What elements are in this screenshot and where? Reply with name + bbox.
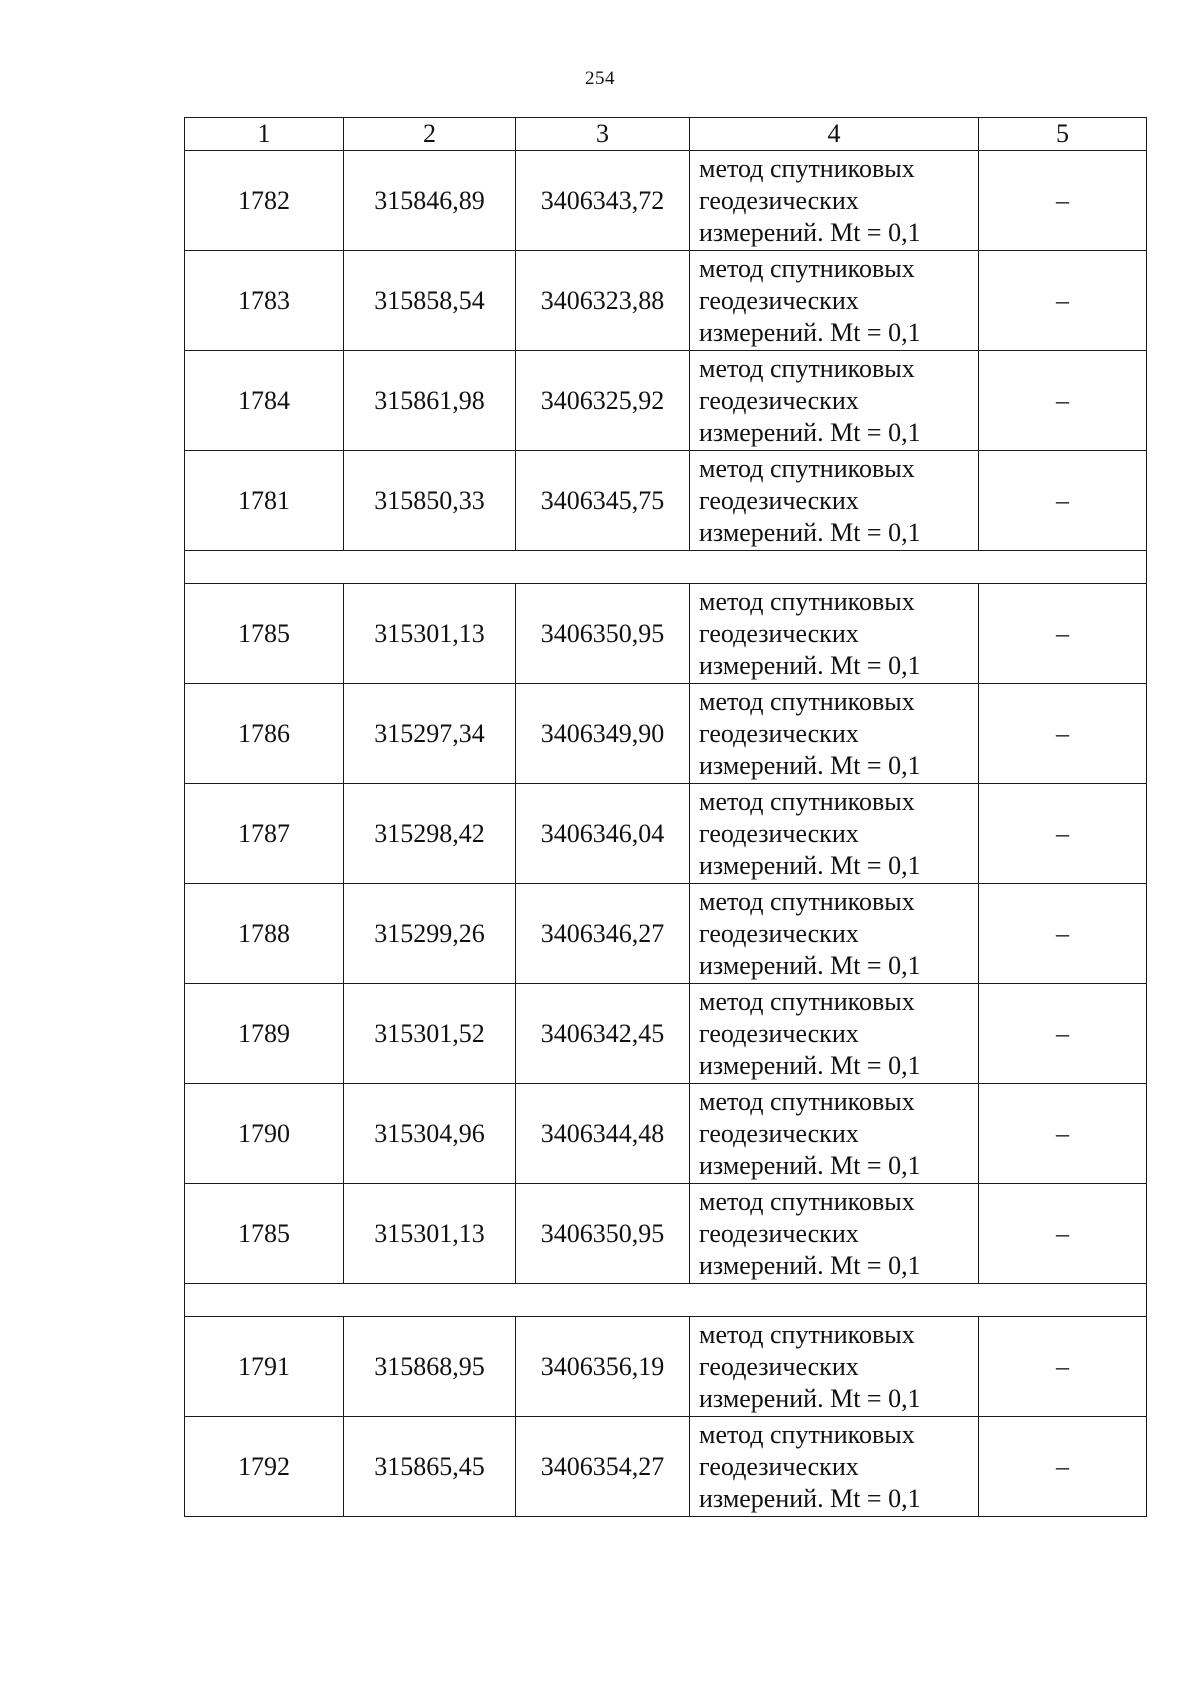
y-coordinate-cell: 3406350,95: [516, 584, 690, 684]
y-coordinate-cell: 3406342,45: [516, 984, 690, 1084]
method-text-line: метод спутниковых: [699, 1419, 915, 1449]
note-cell: –: [979, 1084, 1147, 1184]
x-coordinate-cell: 315861,98: [344, 351, 516, 451]
note-cell: –: [979, 884, 1147, 984]
x-coordinate-cell: 315868,95: [344, 1317, 516, 1417]
method-text-line: геодезических: [699, 1018, 859, 1048]
point-number-cell: 1782: [185, 151, 344, 251]
method-cell: [690, 584, 979, 684]
method-cell: [690, 684, 979, 784]
method-text-line: метод спутниковых: [699, 253, 915, 283]
method-text-line: геодезических: [699, 485, 859, 515]
method-text-line: метод спутниковых: [699, 886, 915, 916]
table-row: [185, 1184, 1147, 1284]
method-text-line: измерений. Mt = 0,1: [699, 1483, 921, 1513]
group-separator-row: [185, 551, 1147, 584]
point-number-cell: 1788: [185, 884, 344, 984]
method-text-line: геодезических: [699, 285, 859, 315]
method-text-line: метод спутниковых: [699, 786, 915, 816]
method-text-line: геодезических: [699, 1118, 859, 1148]
method-text-line: геодезических: [699, 918, 859, 948]
table-row: [185, 151, 1147, 251]
group-separator-cell: [185, 1284, 1147, 1317]
note-cell: –: [979, 151, 1147, 251]
method-text-line: измерений. Mt = 0,1: [699, 417, 921, 447]
column-header-3: 3: [516, 118, 690, 151]
method-cell: [690, 451, 979, 551]
method-text-line: метод спутниковых: [699, 153, 915, 183]
note-cell: –: [979, 784, 1147, 884]
column-header-4: 4: [690, 118, 979, 151]
note-cell: –: [979, 584, 1147, 684]
method-text-line: измерений. Mt = 0,1: [699, 1250, 921, 1280]
table-body: [185, 151, 1147, 1517]
note-cell: –: [979, 351, 1147, 451]
method-text-line: метод спутниковых: [699, 986, 915, 1016]
x-coordinate-cell: 315858,54: [344, 251, 516, 351]
method-text-line: геодезических: [699, 185, 859, 215]
table-row: [185, 351, 1147, 451]
column-header-2: 2: [344, 118, 516, 151]
method-cell: [690, 784, 979, 884]
y-coordinate-cell: 3406356,19: [516, 1317, 690, 1417]
x-coordinate-cell: 315850,33: [344, 451, 516, 551]
point-number-cell: 1791: [185, 1317, 344, 1417]
method-text-line: измерений. Mt = 0,1: [699, 1150, 921, 1180]
method-cell: [690, 151, 979, 251]
group-separator-cell: [185, 551, 1147, 584]
y-coordinate-cell: 3406344,48: [516, 1084, 690, 1184]
table-row: [185, 451, 1147, 551]
y-coordinate-cell: 3406345,75: [516, 451, 690, 551]
x-coordinate-cell: 315297,34: [344, 684, 516, 784]
table-row: [185, 251, 1147, 351]
method-text-line: геодезических: [699, 818, 859, 848]
x-coordinate-cell: 315865,45: [344, 1417, 516, 1517]
x-coordinate-cell: 315301,13: [344, 1184, 516, 1284]
method-text-line: геодезических: [699, 618, 859, 648]
point-number-cell: 1783: [185, 251, 344, 351]
method-text-line: измерений. Mt = 0,1: [699, 950, 921, 980]
x-coordinate-cell: 315304,96: [344, 1084, 516, 1184]
table-row: [185, 684, 1147, 784]
point-number-cell: 1789: [185, 984, 344, 1084]
method-cell: [690, 1317, 979, 1417]
note-cell: –: [979, 684, 1147, 784]
x-coordinate-cell: 315299,26: [344, 884, 516, 984]
method-text-line: измерений. Mt = 0,1: [699, 317, 921, 347]
method-text-line: метод спутниковых: [699, 686, 915, 716]
group-separator-row: [185, 1284, 1147, 1317]
x-coordinate-cell: 315301,13: [344, 584, 516, 684]
method-cell: [690, 1184, 979, 1284]
method-text-line: измерений. Mt = 0,1: [699, 1050, 921, 1080]
point-number-cell: 1785: [185, 1184, 344, 1284]
y-coordinate-cell: 3406343,72: [516, 151, 690, 251]
method-text-line: метод спутниковых: [699, 1319, 915, 1349]
method-text-line: измерений. Mt = 0,1: [699, 650, 921, 680]
method-text-line: измерений. Mt = 0,1: [699, 217, 921, 247]
point-number-cell: 1784: [185, 351, 344, 451]
table-row: [185, 1317, 1147, 1417]
method-text-line: метод спутниковых: [699, 453, 915, 483]
method-cell: [690, 984, 979, 1084]
y-coordinate-cell: 3406349,90: [516, 684, 690, 784]
x-coordinate-cell: 315846,89: [344, 151, 516, 251]
method-text-line: измерений. Mt = 0,1: [699, 517, 921, 547]
method-text-line: измерений. Mt = 0,1: [699, 850, 921, 880]
method-text-line: геодезических: [699, 718, 859, 748]
y-coordinate-cell: 3406350,95: [516, 1184, 690, 1284]
method-cell: [690, 1417, 979, 1517]
point-number-cell: 1787: [185, 784, 344, 884]
note-cell: –: [979, 251, 1147, 351]
table-row: [185, 984, 1147, 1084]
point-number-cell: 1792: [185, 1417, 344, 1517]
method-text-line: метод спутниковых: [699, 586, 915, 616]
method-text-line: измерений. Mt = 0,1: [699, 750, 921, 780]
table-row: [185, 584, 1147, 684]
point-number-cell: 1781: [185, 451, 344, 551]
y-coordinate-cell: 3406346,27: [516, 884, 690, 984]
y-coordinate-cell: 3406354,27: [516, 1417, 690, 1517]
table-row: [185, 884, 1147, 984]
note-cell: –: [979, 1417, 1147, 1517]
table-row: [185, 784, 1147, 884]
note-cell: –: [979, 984, 1147, 1084]
y-coordinate-cell: 3406323,88: [516, 251, 690, 351]
column-header-5: 5: [979, 118, 1147, 151]
header-row: [185, 118, 1147, 151]
point-number-cell: 1786: [185, 684, 344, 784]
point-number-cell: 1790: [185, 1084, 344, 1184]
method-text-line: геодезических: [699, 1351, 859, 1381]
page-number: 254: [585, 68, 615, 89]
note-cell: –: [979, 1184, 1147, 1284]
point-number-cell: 1785: [185, 584, 344, 684]
coordinates-table: [184, 117, 1147, 1517]
x-coordinate-cell: 315301,52: [344, 984, 516, 1084]
method-text-line: метод спутниковых: [699, 1086, 915, 1116]
method-text-line: метод спутниковых: [699, 353, 915, 383]
note-cell: –: [979, 1317, 1147, 1417]
method-cell: [690, 351, 979, 451]
column-header-1: 1: [185, 118, 344, 151]
x-coordinate-cell: 315298,42: [344, 784, 516, 884]
method-cell: [690, 884, 979, 984]
method-cell: [690, 251, 979, 351]
y-coordinate-cell: 3406325,92: [516, 351, 690, 451]
note-cell: –: [979, 451, 1147, 551]
table-row: [185, 1417, 1147, 1517]
method-text-line: геодезических: [699, 1451, 859, 1481]
method-text-line: геодезических: [699, 1218, 859, 1248]
method-cell: [690, 1084, 979, 1184]
method-text-line: геодезических: [699, 385, 859, 415]
table-row: [185, 1084, 1147, 1184]
method-text-line: измерений. Mt = 0,1: [699, 1383, 921, 1413]
y-coordinate-cell: 3406346,04: [516, 784, 690, 884]
method-text-line: метод спутниковых: [699, 1186, 915, 1216]
